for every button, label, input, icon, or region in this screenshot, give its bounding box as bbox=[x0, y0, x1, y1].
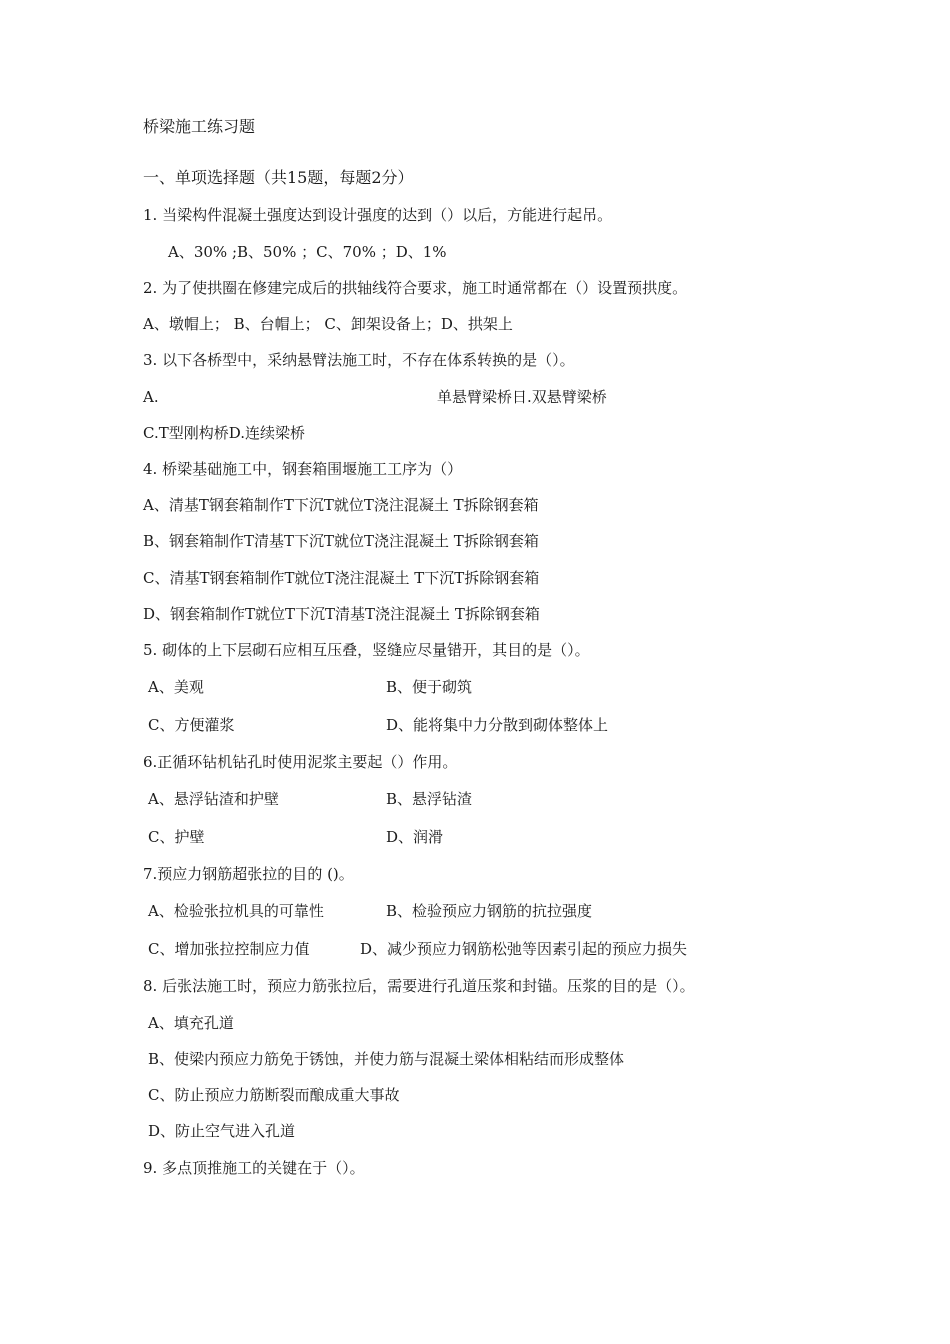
question-5-option-b: B、便于砌筑 bbox=[386, 678, 473, 696]
question-1-options: A、30% ;B、50% ；C、70% ；D、1% bbox=[168, 243, 447, 261]
question-7-option-b: B、检验预应力钢筋的抗拉强度 bbox=[386, 902, 593, 920]
question-1-stem: 1. 当梁构件混凝土强度达到设计强度的达到（）以后，方能进行起吊。 bbox=[143, 206, 613, 224]
question-3-options-ab: 单悬臂梁桥日.双悬臂梁桥 bbox=[437, 388, 607, 406]
question-3-stem: 3. 以下各桥型中，采纳悬臂法施工时，不存在体系转换的是（）。 bbox=[143, 351, 575, 369]
question-6-stem: 6.正循环钻机钻孔时使用泥浆主要起（）作用。 bbox=[143, 753, 458, 771]
question-6-option-b: B、悬浮钻渣 bbox=[386, 790, 473, 808]
question-8-option-b: B、使梁内预应力筋免于锈蚀，并使力筋与混凝土梁体相粘结而形成整体 bbox=[148, 1050, 625, 1068]
question-4-stem: 4. 桥梁基础施工中，钢套箱围堰施工工序为（） bbox=[143, 460, 463, 478]
question-9-stem: 9. 多点顶推施工的关键在于（）。 bbox=[143, 1159, 365, 1177]
document-title: 桥梁施工练习题 bbox=[143, 117, 256, 136]
question-8-option-a: A、填充孔道 bbox=[148, 1014, 234, 1032]
question-8-option-c: C、防止预应力筋断裂而酿成重大事故 bbox=[148, 1086, 400, 1104]
question-5-option-c: C、方便灌浆 bbox=[148, 716, 235, 734]
question-6-option-a: A、悬浮钻渣和护壁 bbox=[148, 790, 279, 808]
question-4-option-a: A、清基T钢套箱制作T下沉T就位T浇注混凝土 T拆除钢套箱 bbox=[143, 496, 539, 514]
question-7-option-d: D、减少预应力钢筋松弛等因素引起的预应力损失 bbox=[360, 940, 688, 958]
question-3-option-a-label: A. bbox=[143, 388, 159, 406]
question-8-stem: 8. 后张法施工时，预应力筋张拉后，需要进行孔道压浆和封锚。压浆的目的是（）。 bbox=[143, 977, 695, 995]
question-4-option-c: C、清基T钢套箱制作T就位T浇注混凝土 T下沉T拆除钢套箱 bbox=[143, 569, 540, 587]
question-6-option-c: C、护壁 bbox=[148, 828, 205, 846]
question-5-option-d: D、能将集中力分散到砌体整体上 bbox=[386, 716, 609, 734]
question-7-option-c: C、增加张拉控制应力值 bbox=[148, 940, 310, 958]
question-2-stem: 2. 为了使拱圈在修建完成后的拱轴线符合要求，施工时通常都在（）设置预拱度。 bbox=[143, 279, 688, 297]
question-7-option-a: A、检验张拉机具的可靠性 bbox=[148, 902, 324, 920]
question-4-option-b: B、钢套箱制作T清基T下沉T就位T浇注混凝土 T拆除钢套箱 bbox=[143, 532, 539, 550]
question-5-option-a: A、美观 bbox=[148, 678, 204, 696]
question-7-stem: 7.预应力钢筋超张拉的目的 ()。 bbox=[143, 865, 354, 883]
question-8-option-d: D、防止空气进入孔道 bbox=[148, 1122, 296, 1140]
question-2-options: A、墩帽上； B、台帽上； C、卸架设备上；D、拱架上 bbox=[143, 315, 513, 333]
question-4-option-d: D、钢套箱制作T就位T下沉T清基T浇注混凝土 T拆除钢套箱 bbox=[143, 605, 540, 623]
section-heading: 一、单项选择题（共15题，每题2分） bbox=[143, 168, 414, 187]
question-5-stem: 5. 砌体的上下层砌石应相互压叠，竖缝应尽量错开，其目的是（）。 bbox=[143, 641, 590, 659]
question-3-options-cd: C.T型刚构桥D.连续梁桥 bbox=[143, 424, 305, 442]
question-6-option-d: D、润滑 bbox=[386, 828, 444, 846]
